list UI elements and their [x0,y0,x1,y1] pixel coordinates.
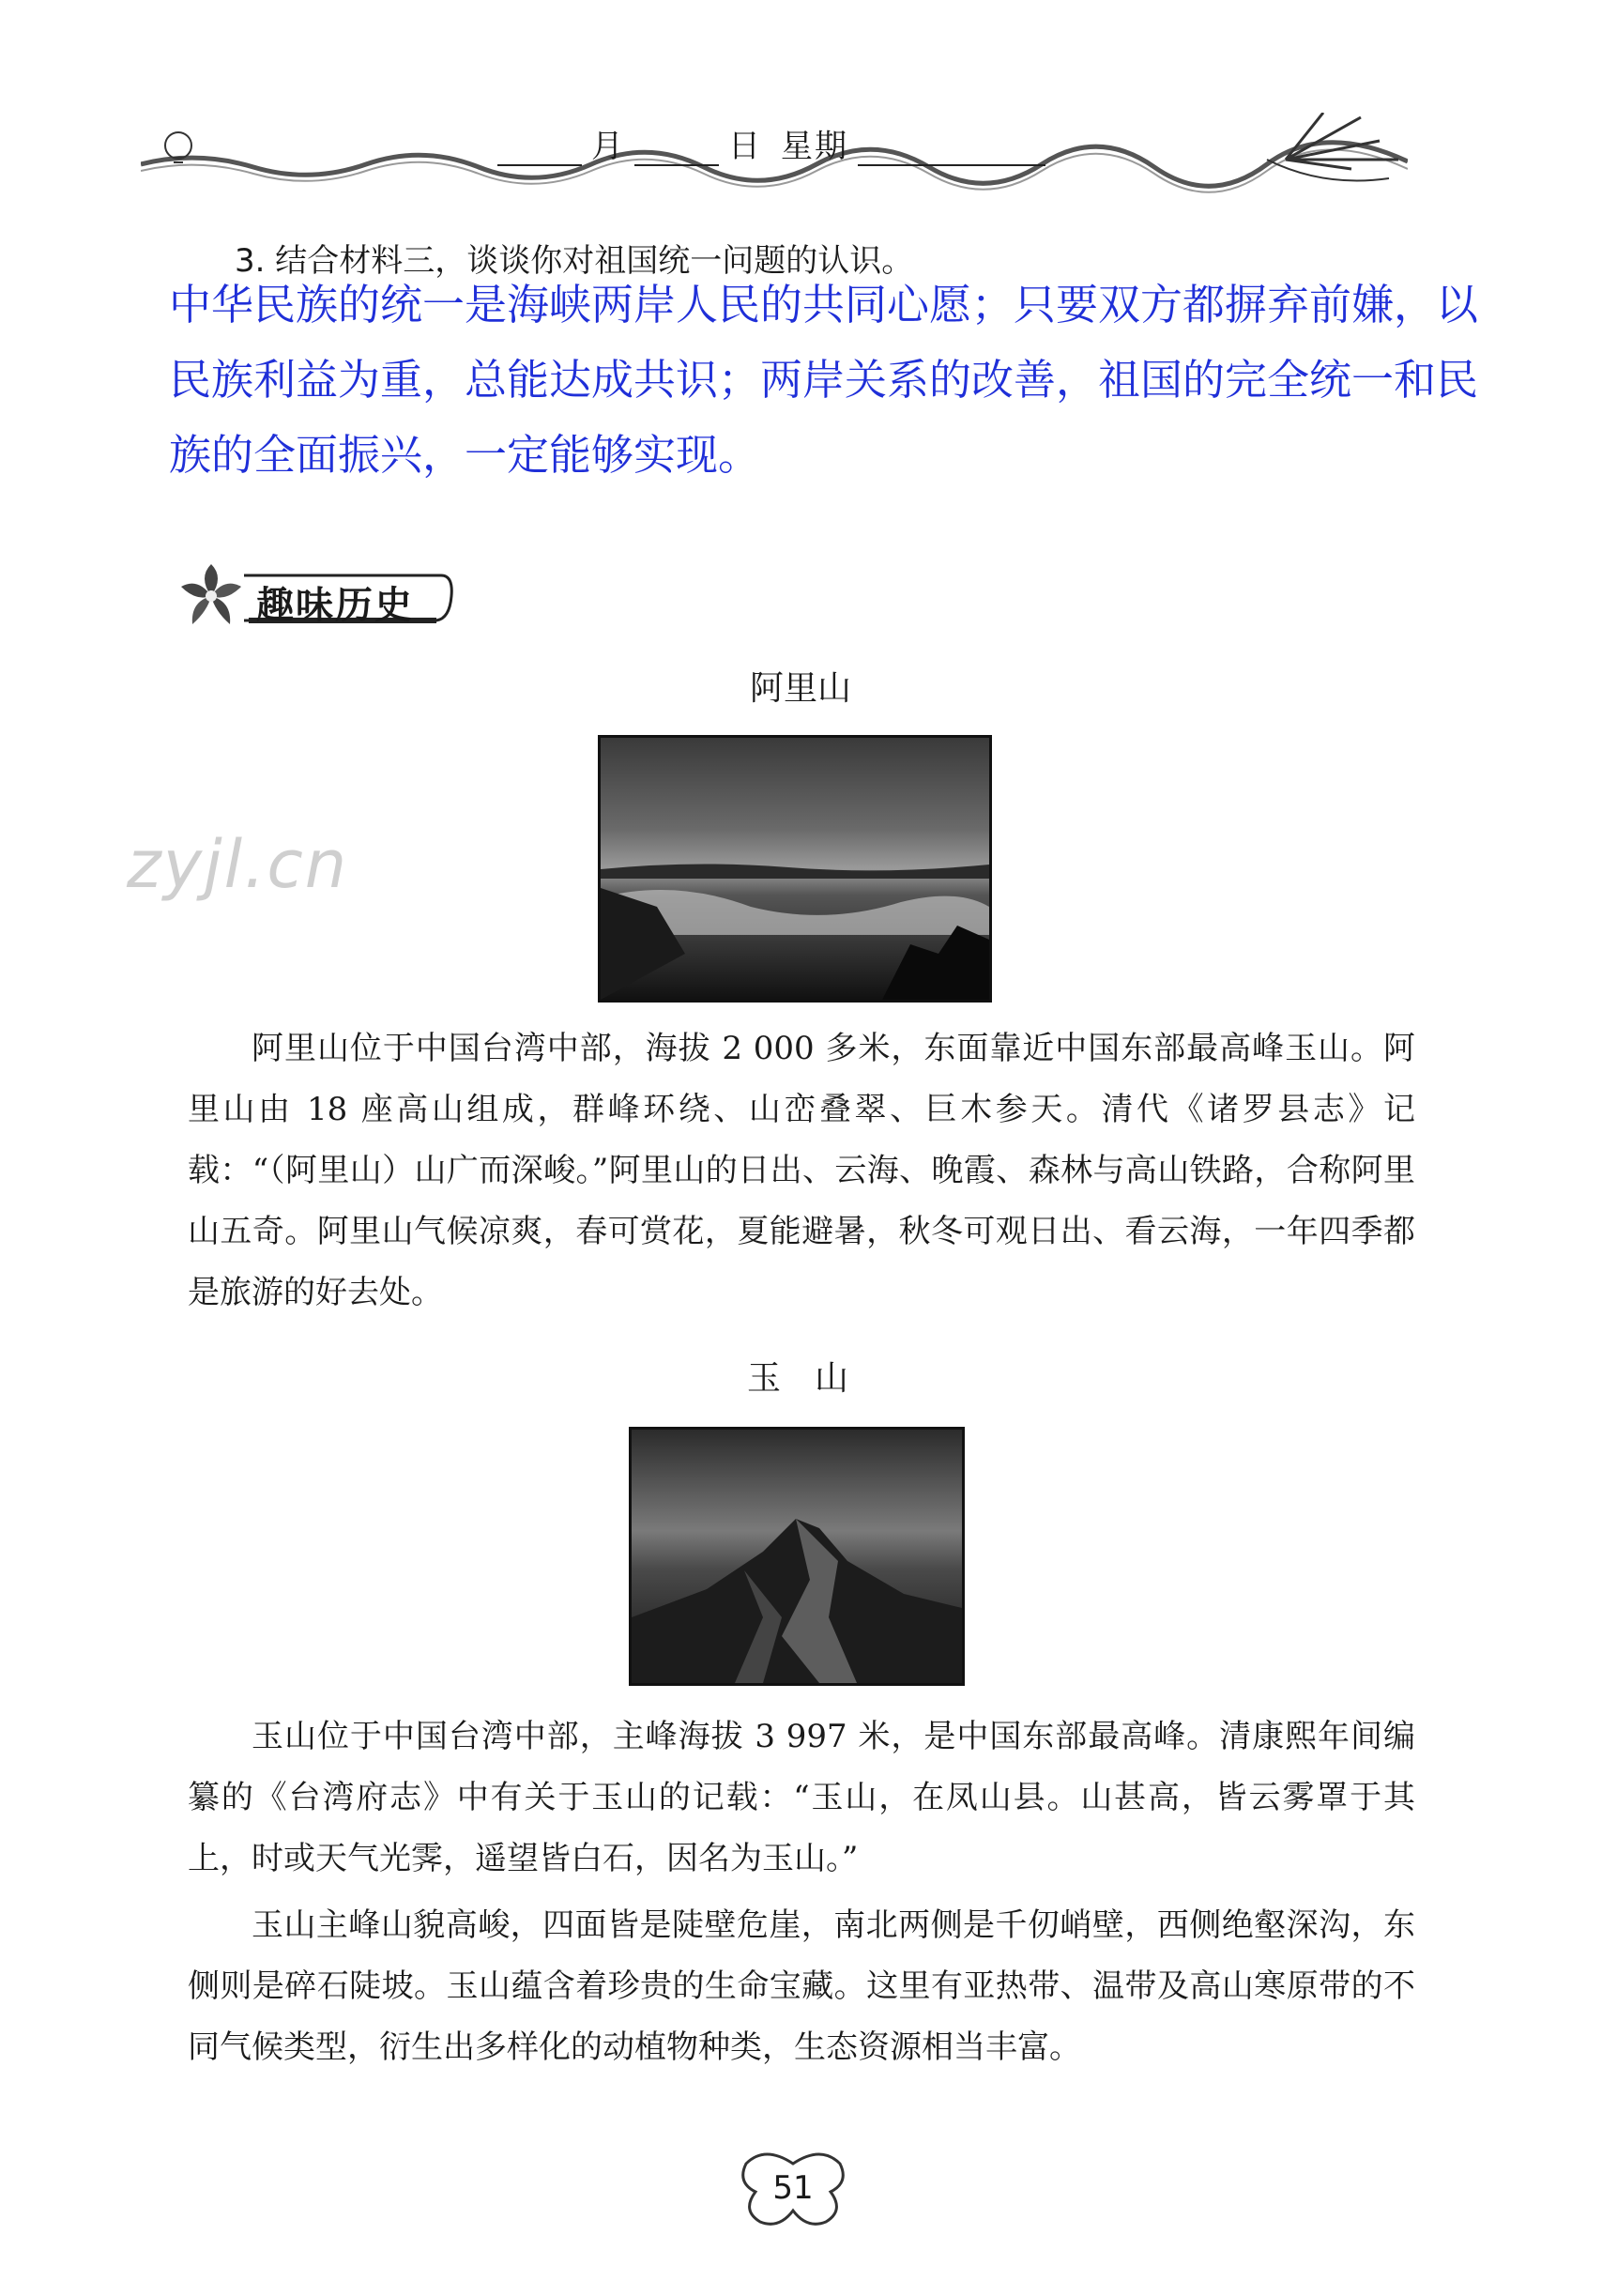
page-number: 51 [772,2169,814,2207]
weekday-label: 星期 [781,128,848,165]
watermark: zyjl.cn [127,826,349,903]
yushan-paragraph-1: 玉山位于中国台湾中部，主峰海拔 3 997 米，是中国东部最高峰。清康熙年间编纂的《台湾府志》中有关于玉山的记载：“玉山，在凤山县。山甚高，皆云雾罩于其上，时或天气光霁，遥望皆白石，因名为玉山。” [188,1718,1415,1877]
header-date-line [497,120,1045,166]
day-label: 日 [728,128,762,165]
hibiscus-icon [181,564,241,624]
alishan-caption: 阿里山 [749,669,851,708]
alishan-paragraph: 阿里山位于中国台湾中部，海拔 2 000 多米，东面靠近中国东部最高峰玉山。阿里山由 18 座高山组成，群峰环绕、山峦叠翠、巨木参天。清代《诸罗县志》记载：“（阿里山）山广而深峻。”阿里山的日出、云海、晚霞、森林与高山铁路，合称阿里山五奇。阿里山气候凉爽，春可赏花，夏能避暑，秋冬可观日出、看云海，一年四季都是旅游的好去处。 [188,1030,1415,1311]
yushan-photo [629,1427,965,1686]
section-title: 趣味历史 [256,584,414,627]
yushan-caption: 玉 山 [746,1359,848,1398]
yushan-paragraph-block [188,1707,1415,2078]
section-badge [174,559,455,634]
day-blank[interactable] [634,132,719,166]
month-blank[interactable] [497,132,582,166]
weekday-blank[interactable] [858,132,1045,166]
month-label: 月 [591,128,625,165]
handwritten-answer: 中华民族的统一是海峡两岸人民的共同心愿；只要双方都摒弃前嫌，以民族利益为重，总能达成共识；两岸关系的改善，祖国的完全统一和民族的全面振兴，一定能够实现。 [169,280,1479,480]
question-3: 3. 结合材料三，谈谈你对祖国统一问题的认识。 [235,242,914,280]
yushan-paragraph-2: 玉山主峰山貌高峻，四面皆是陡壁危崖，南北两侧是千仞峭壁，西侧绝壑深沟，东侧则是碎石陡坡。玉山蕴含着珍贵的生命宝藏。这里有亚热带、温带及高山寒原带的不同气候类型，衍生出多样化的动植物种类，生态资源相当丰富。 [188,1906,1415,2066]
flower-icon [1267,113,1398,181]
alishan-paragraph-block [188,1018,1415,1324]
page-number-badge [737,2145,849,2229]
alishan-photo [598,735,992,1003]
